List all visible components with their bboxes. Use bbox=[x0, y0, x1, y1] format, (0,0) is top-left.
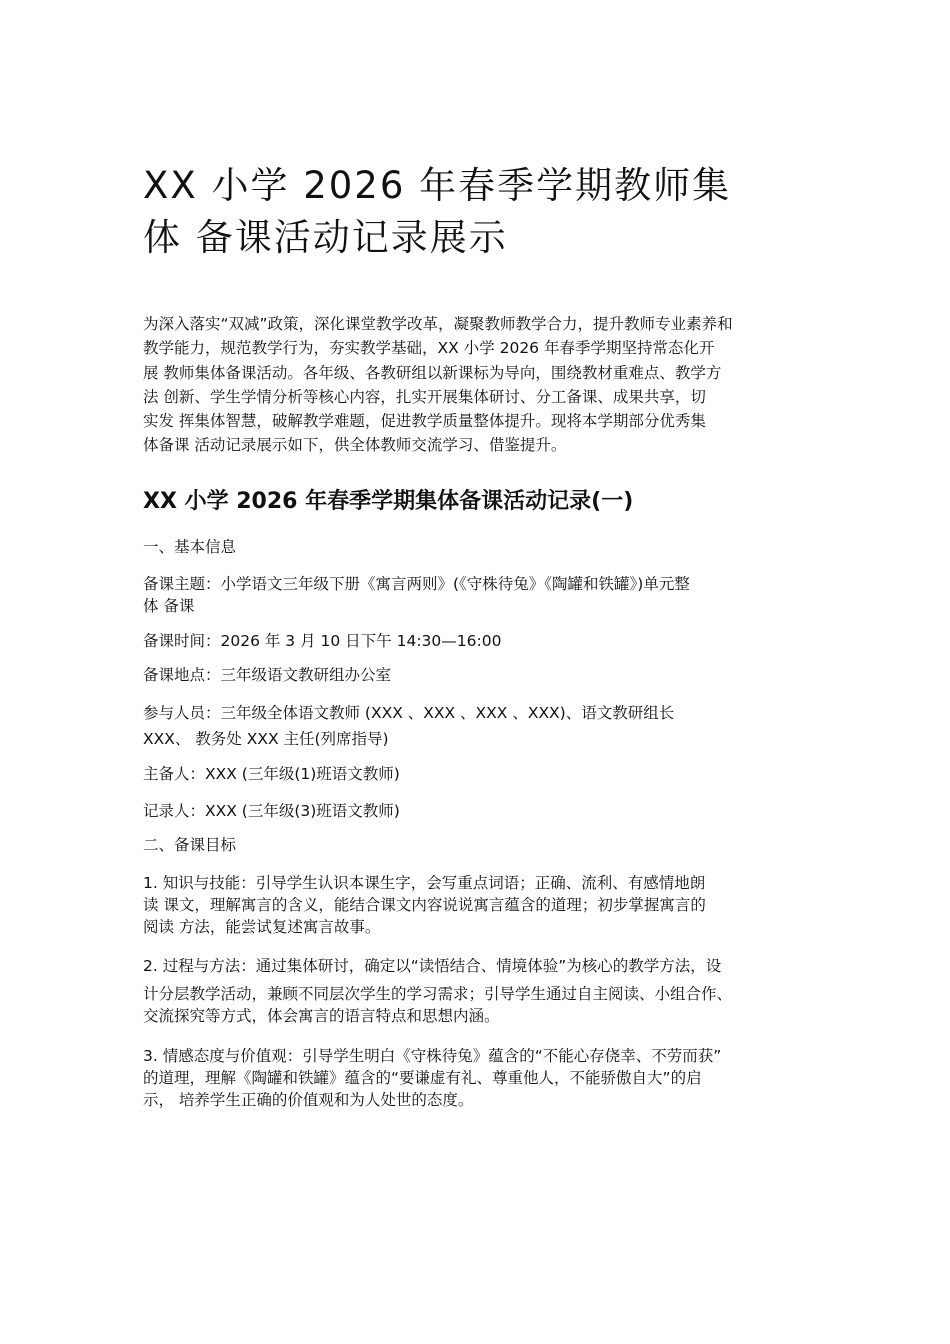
topic-field bbox=[143, 573, 843, 617]
goal-line: 交流探究等方式，体会寓言的语言特点和思想内涵。 bbox=[143, 1007, 500, 1025]
recorder-field bbox=[143, 800, 843, 822]
document-title bbox=[143, 160, 843, 264]
title-line: XX 小学 2026 年春季学期教师集 bbox=[143, 164, 732, 207]
main-preparer-field bbox=[143, 763, 843, 785]
intro-line: 展 教师集体备课活动。各年级、各教研组以新课标为导向，围绕教材重难点、教学方 bbox=[143, 363, 722, 382]
recorder-text: 记录人：XXX (三年级(3)班语文教师) bbox=[143, 802, 400, 820]
intro-line: 法 创新、学生学情分析等核心内容，扎实开展集体研讨、分工备课、成果共享，切 bbox=[143, 387, 706, 406]
main-preparer-text: 主备人：XXX (三年级(1)班语文教师) bbox=[143, 765, 400, 783]
intro-line: 教学能力，规范教学行为，夯实教学基础，XX 小学 2026 年春季学期坚持常态化开 bbox=[143, 339, 715, 358]
intro-paragraph bbox=[143, 312, 843, 458]
goal-line: 2. 过程与方法：通过集体研讨，确定以“读悟结合、情境体验”为核心的教学方法，设 bbox=[143, 957, 722, 975]
participants-line: XXX、 教务处 XXX 主任(列席指导) bbox=[143, 730, 389, 748]
location-field bbox=[143, 664, 843, 686]
participants-field bbox=[143, 702, 843, 750]
time-field bbox=[143, 630, 843, 652]
goal-line: 读 课文，理解寓言的含义，能结合课文内容说说寓言蕴含的道理；初步掌握寓言的 bbox=[143, 896, 706, 914]
title-line: 体 备课活动记录展示 bbox=[143, 216, 508, 259]
participants-line: 参与人员：三年级全体语文教师 (XXX 、XXX 、XXX 、XXX)、语文教研组长 bbox=[143, 704, 675, 722]
intro-line: 实发 挥集体智慧，破解教学难题，促进教学质量整体提升。现将本学期部分优秀集 bbox=[143, 412, 706, 431]
goal-line: 的道理，理解《陶罐和铁罐》蕴含的“要谦虚有礼、尊重他人，不能骄傲自大”的启 bbox=[143, 1069, 702, 1087]
location-text: 备课地点：三年级语文教研组办公室 bbox=[143, 666, 392, 684]
goals-heading bbox=[143, 834, 843, 856]
goal-line: 示， 培养学生正确的价值观和为人处世的态度。 bbox=[143, 1091, 474, 1109]
basic-info-heading-text: 一、基本信息 bbox=[143, 538, 237, 556]
goal-line: 计分层教学活动，兼顾不同层次学生的学习需求；引导学生通过自主阅读、小组合作、 bbox=[143, 985, 733, 1003]
goal-knowledge bbox=[143, 872, 843, 938]
goal-values bbox=[143, 1045, 843, 1111]
goal-line: 1. 知识与技能：引导学生认识本课生字，会写重点词语；正确、流利、有感情地朗 bbox=[143, 874, 706, 892]
topic-line: 体 备课 bbox=[143, 597, 195, 615]
intro-line: 为深入落实“双减”政策，深化课堂教学改革，凝聚教师教学合力，提升教师专业素养和 bbox=[143, 315, 733, 333]
goals-heading-text: 二、备课目标 bbox=[143, 836, 237, 854]
goal-process bbox=[143, 955, 843, 1027]
intro-line: 体备课 活动记录展示如下，供全体教师交流学习、借鉴提升。 bbox=[143, 436, 567, 455]
basic-info-heading bbox=[143, 536, 843, 558]
topic-line: 备课主题：小学语文三年级下册《寓言两则》(《守株待兔》《陶罐和铁罐》)单元整 bbox=[143, 575, 690, 593]
goal-line: 阅读 方法，能尝试复述寓言故事。 bbox=[143, 918, 381, 936]
record-heading: XX 小学 2026 年春季学期集体备课活动记录(一) bbox=[143, 489, 634, 514]
goal-line: 3. 情感态度与价值观：引导学生明白《守株待兔》蕴含的“不能心存侥幸、不劳而获” bbox=[143, 1047, 722, 1065]
time-text: 备课时间：2026 年 3 月 10 日下午 14:30—16:00 bbox=[143, 632, 502, 650]
